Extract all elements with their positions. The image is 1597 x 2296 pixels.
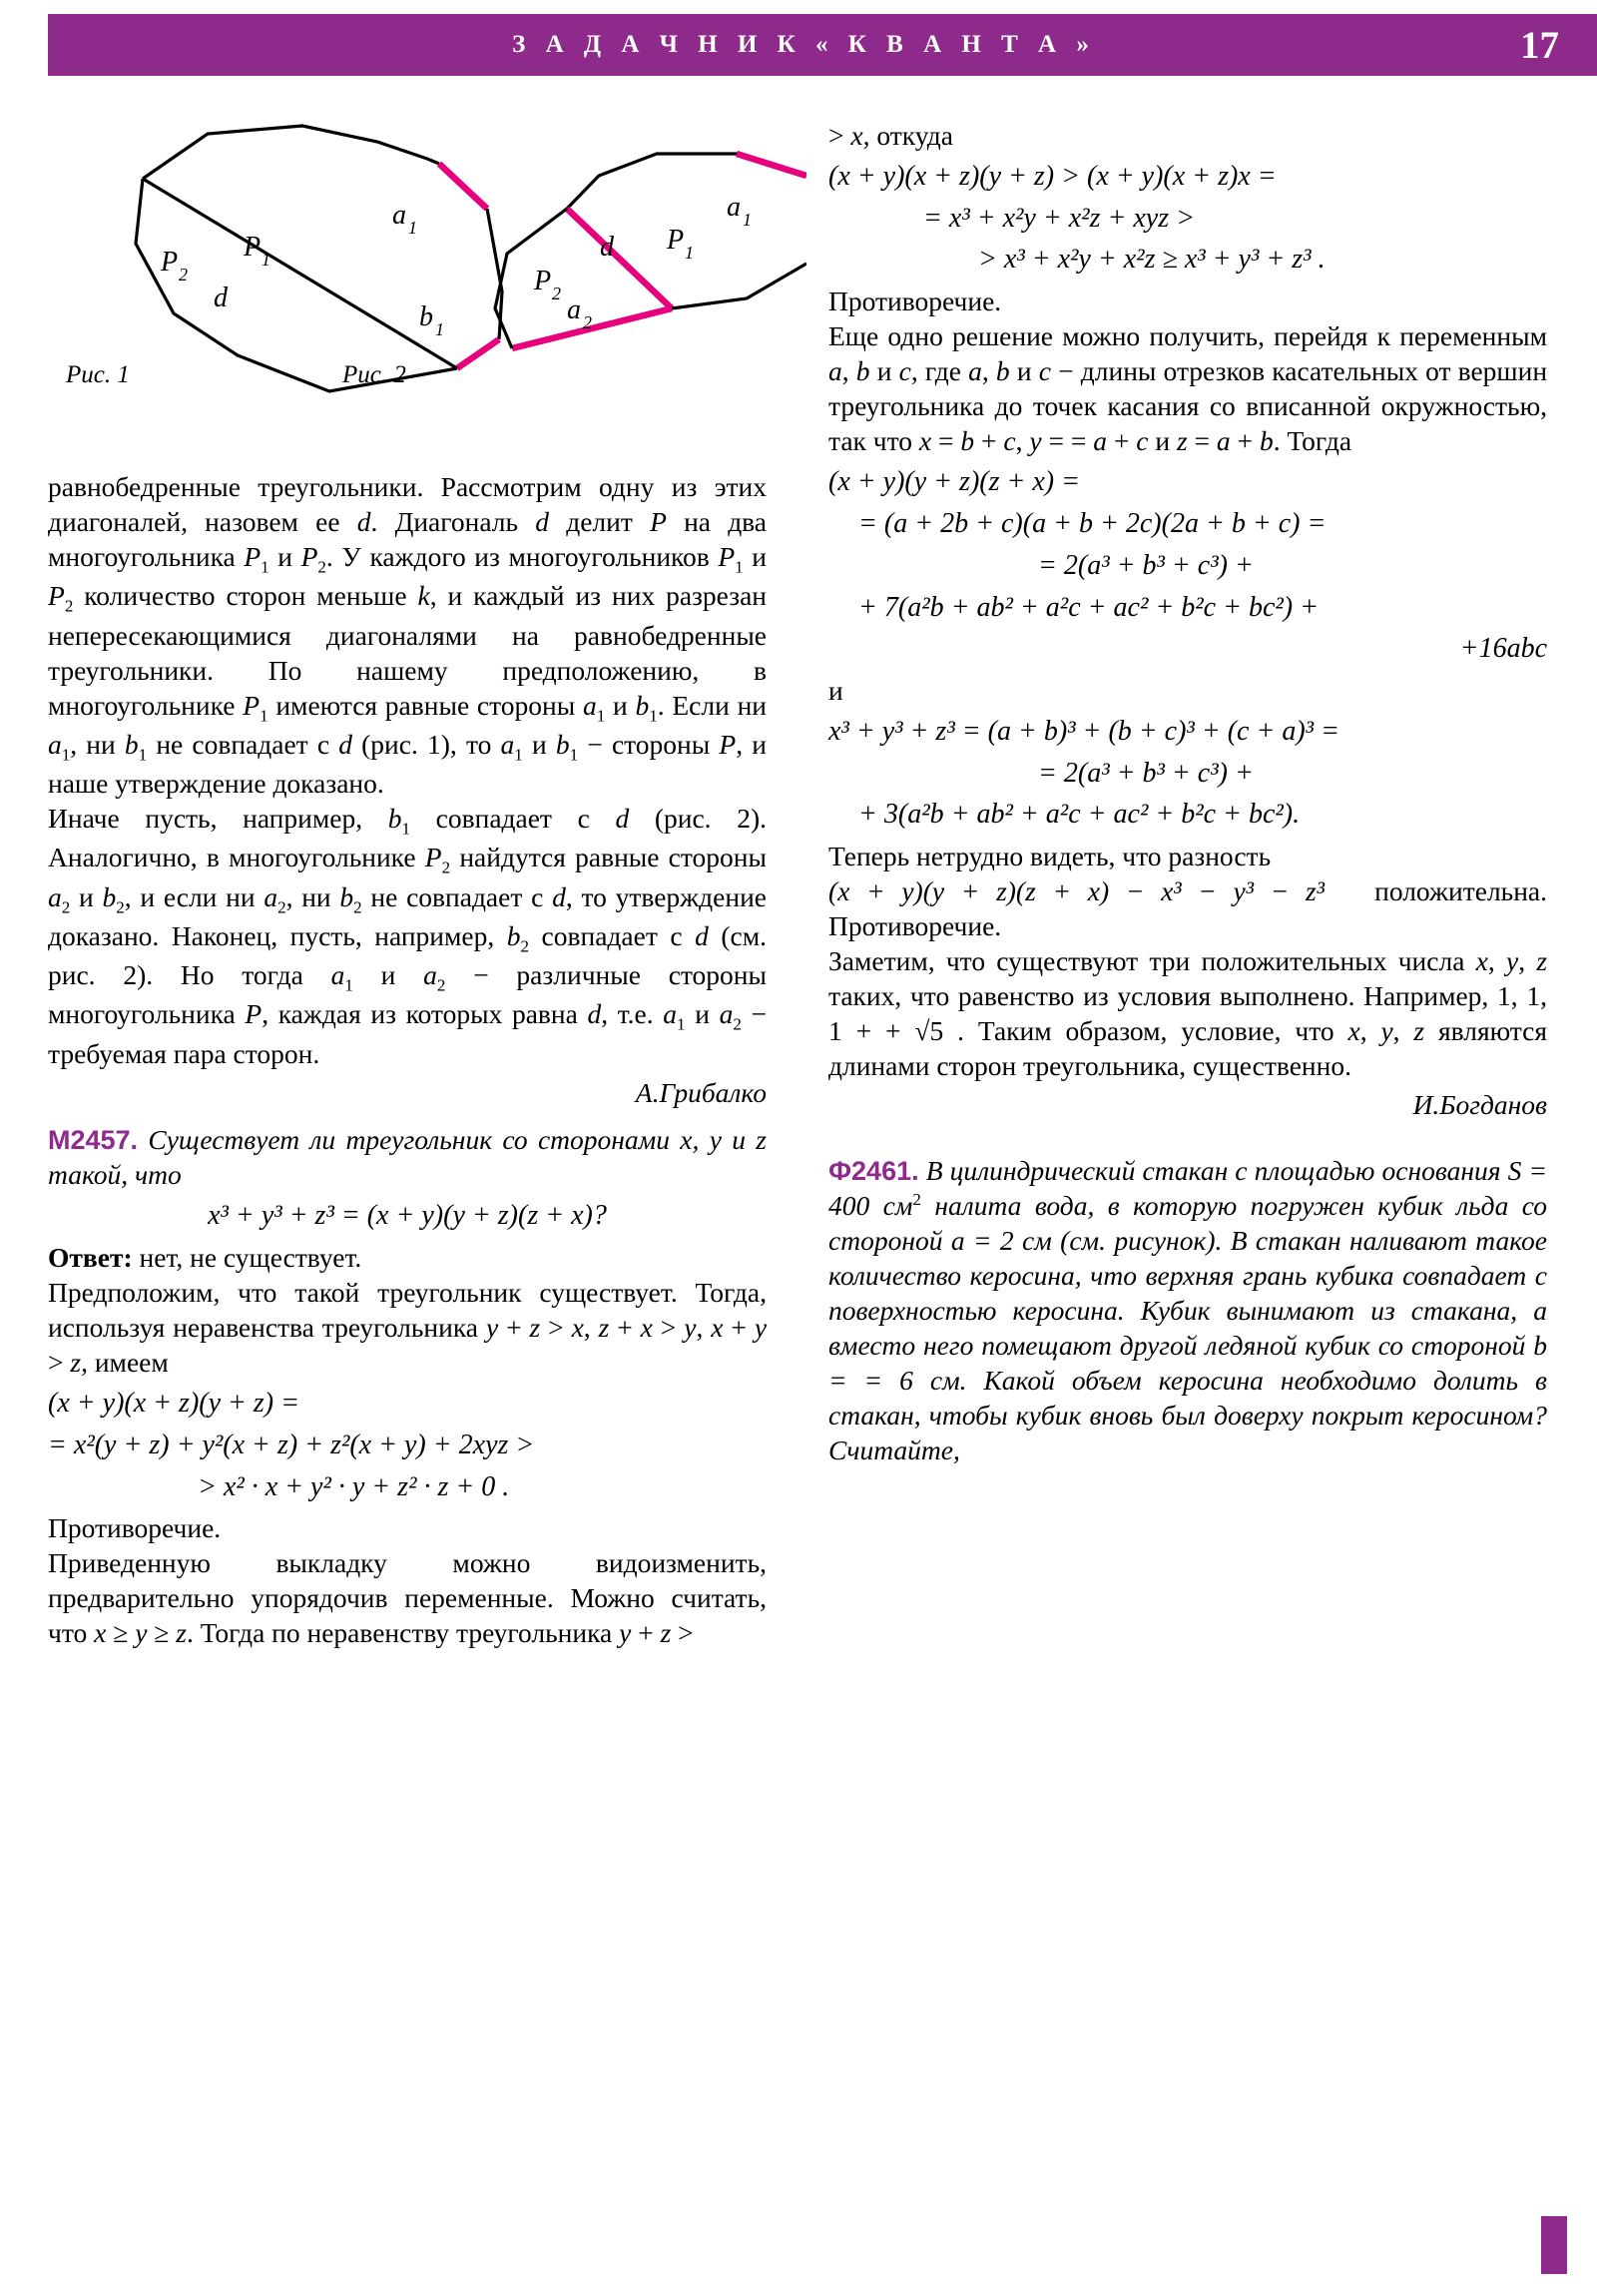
equation-left-2: = x²(y + z) + y²(x + z) + z²(x + y) + 2xyz > [48, 1429, 535, 1460]
fig1-label-b1: b [419, 301, 433, 332]
equation-right-7: + 7(a²b + ab² + a²c + ac² + b²c + bc²) + [858, 591, 1319, 623]
left-column [48, 469, 767, 1651]
answer-line [48, 1240, 767, 1275]
problem-f2461 [828, 1153, 1547, 1468]
fig1-label-b1-sub: 1 [435, 319, 444, 339]
fig1-label-a1-sub: 1 [408, 218, 417, 238]
equation-m2457: x³ + y³ + z³ = (x + y)(y + z)(z + x)? [208, 1200, 607, 1232]
figures-svg [48, 104, 806, 403]
figure-2-caption: Рис. 2 [342, 361, 406, 388]
right-paragraph-4-head: Заметим, что существуют три положительных числа x, y, z таких, что равенство из условия выполнено. Например, 1, 1, 1 + [828, 945, 1548, 1047]
left-paragraph-3: Предположим, что такой треугольник существует. Тогда, используя неравенства треугольника y + z > x, z + x > y, x + y > z, имеем [48, 1277, 768, 1379]
page-number: 17 [1520, 23, 1559, 67]
equation-right-4: (x + y)(y + z)(z + x) = [828, 466, 1081, 498]
problem-m2457-statement: Существует ли треугольник со сторонами x, y и z такой, что [48, 1123, 767, 1191]
figure-2 [495, 154, 806, 348]
fig2-side-a1 [737, 154, 806, 176]
fig2-label-a2: a [567, 294, 581, 325]
fig2-label-P1-sub: 1 [685, 243, 694, 263]
corner-marker [1541, 2216, 1567, 2274]
equation-right-6: = 2(a³ + b³ + c³) + [1038, 549, 1254, 581]
left-paragraph-5: Приведенную выкладку можно видоизменить, предварительно упорядочив переменные. Можно считать, что x ≥ y ≥ z. Тогда по неравенству треугольника y + z > [48, 1547, 767, 1649]
equation-right-1: (x + y)(x + z)(y + z) > (x + y)(x + z)x = [828, 161, 1277, 193]
right-paragraph-3: Теперь нетрудно видеть, что разность [828, 841, 1272, 871]
equation-right-5: = (a + 2b + c)(a + b + 2c)(2a + b + c) = [858, 508, 1327, 540]
fig1-label-a1: a [392, 200, 406, 231]
left-paragraph-2: Иначе пусть, например, $b_1$ совпадает с d (рис. 2). Аналогично, в многоугольнике $P_2$ найдутся равные стороны $a_2$ и $b_2$, и если ни $a_2$, ни $b_2$ не совпадает с d, то утверждение доказано. Наконец, пусть, например, $b_2$ совпадает с d (см. рис. 2). Но тогда $a_1$ и $a_2$ − различные стороны многоугольника P, каждая из которых равна d, т.е. $a_1$ и $a_2$ − требуемая пара сторон. [48, 803, 768, 1069]
fig2-label-P2-sub: 2 [552, 284, 561, 303]
equation-right-8: +16abc [1459, 633, 1547, 665]
equation-right-2: = x³ + x²y + x²z + xyz > [923, 202, 1196, 234]
fig1-label-P1-sub: 1 [262, 250, 270, 270]
fig1-label-P1: P [244, 232, 262, 263]
equation-right-9: x³ + y³ + z³ = (a + b)³ + (b + c)³ + (c + a)³ = [828, 715, 1339, 747]
right-lead: > x, откуда [828, 120, 953, 151]
fig1-outline-bottom [136, 179, 457, 391]
equation-right-10: = 2(a³ + b³ + c³) + [1038, 757, 1254, 789]
figure-1-caption: Рис. 1 [66, 361, 130, 388]
right-paragraph-1: Противоречие. [828, 286, 1002, 317]
answer-label: Ответ: [48, 1241, 133, 1273]
right-paragraph-4-tail: + √5 . Таким образом, условие, что x, y, z являются длинами сторон треугольника, существенно. [828, 1015, 1548, 1082]
right-conjunction: и [828, 674, 843, 706]
fig1-label-P2-sub: 2 [179, 265, 188, 285]
fig2-label-d: d [600, 232, 614, 263]
fig2-label-P2: P [534, 266, 552, 296]
equation-right-12: (x + y)(y + z)(z + x) − x³ − y³ − z³ [828, 875, 1325, 907]
fig2-label-a1-sub: 1 [743, 210, 752, 230]
right-paragraph-2: Еще одно решение можно получить, перейдя к переменным a, b и c, где a, b и c − длины отрезков касательных от вершин треугольника до точек касания со вписанной окружностью, так что x = b + c, y = = a + c и z = a + b. Тогда [828, 320, 1548, 457]
page-header-title: З А Д А Ч Н И К « К В А Н Т А » [512, 31, 1096, 58]
fig2-outline-right [672, 264, 806, 308]
equation-right-3: > x³ + x²y + x²z ≥ x³ + y³ + z³ . [978, 244, 1326, 276]
fig1-side-b1 [457, 339, 499, 368]
fig2-label-a1: a [727, 192, 741, 223]
equation-left-3: > x² · x + y² · y + z² · z + 0 . [198, 1470, 510, 1502]
fig2-outline-left [495, 209, 567, 348]
problem-m2457-label: M2457. [48, 1124, 139, 1155]
figure-strip [48, 104, 806, 403]
right-column [828, 118, 1547, 1467]
problem-f2461-statement: В цилиндрический стакан с площадью основания S = 400 $см^2$ налита вода, в которую погружен кубик льда со стороной a = 2 см (см. рисунок). В стакан наливают такое количество керосина, что верхняя грань кубика совпадает с поверхностью керосина. Кубик вынимают из стакана, а вместо него помещают другой ледяной кубик со стороной b = = 6 см. Какой объем керосина необходимо долить в стакан, чтобы кубик вновь был доверху покрыт керосином? Считайте, [828, 1154, 1548, 1466]
page-header-band [48, 14, 1597, 76]
equation-right-11: + 3(a²b + ab² + a²c + ac² + b²c + bc²). [858, 799, 1301, 831]
fig1-diagonal-d [143, 179, 457, 368]
right-equation-12-line [828, 873, 1547, 943]
problem-m2457 [48, 1122, 767, 1192]
fig1-outline-top [143, 126, 439, 179]
left-paragraph-4: Противоречие. [48, 1512, 222, 1544]
right-paragraph-4 [828, 943, 1547, 1083]
fig1-label-d: d [214, 283, 228, 313]
left-paragraph-1: равнобедренные треугольники. Рассмотрим одну из этих диагоналей, назовем ее d. Диагональ d делит P на два многоугольника $P_1$ и $P_2$. У каждого из многоугольников $P_1$ и $P_2$ количество сторон меньше k, и каждый из них разрезан непересекающимися диагоналями на равнобедренные треугольники. По нашему предположению, в многоугольнике $P_1$ имеются равные стороны $a_1$ и $b_1$. Если ни $a_1$, ни $b_1$ не совпадает с d (рис. 1), то $a_1$ и $b_1$ − стороны P, и наше утверждение доказано. [48, 471, 768, 800]
figure-1 [136, 126, 502, 391]
fig1-label-P2: P [161, 247, 179, 278]
signature-bogdanov: И.Богданов [1412, 1089, 1547, 1121]
answer-text: нет, не существует. [139, 1241, 362, 1273]
fig2-label-P1: P [667, 225, 685, 256]
fig2-label-a2-sub: 2 [583, 312, 592, 332]
fig2-side-a2 [512, 308, 672, 348]
problem-f2461-label: Ф2461. [828, 1155, 919, 1186]
equation-left-1: (x + y)(x + z)(y + z) = [48, 1388, 300, 1420]
equation-right-12-tail: положительна. Противоречие. [828, 875, 1548, 942]
fig2-diagonal-d [567, 209, 672, 308]
fig1-side-a1 [439, 164, 487, 209]
signature-gribalko: А.Грибалко [635, 1076, 767, 1108]
